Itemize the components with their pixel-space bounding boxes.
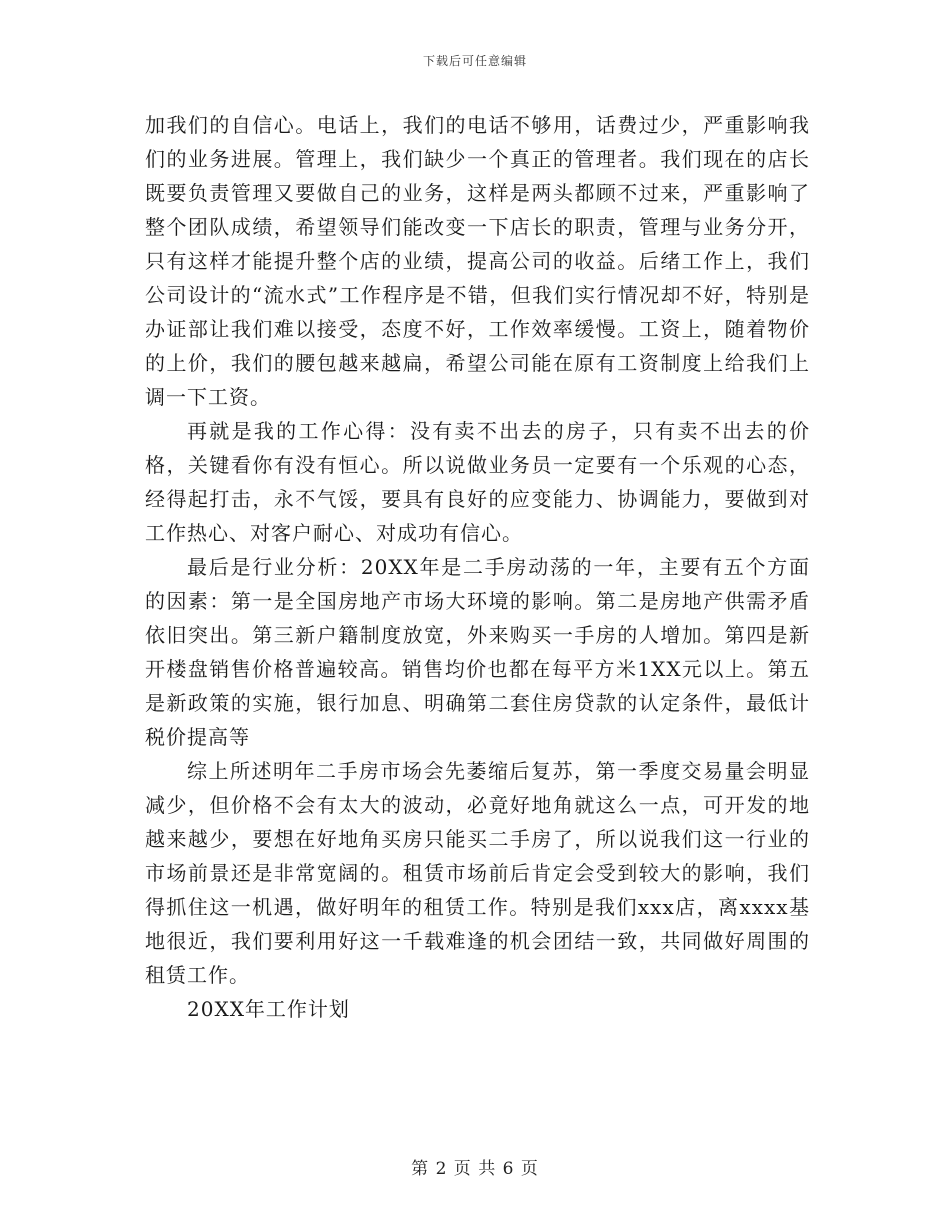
current-page-number: 2 (435, 1159, 448, 1179)
paragraph-2: 再就是我的工作心得：没有卖不出去的房子，只有卖不出去的价格，关键看你有没有恒心。所以说做业务员一定要有一个乐观的心态，经得起打击，永不气馁，要具有良好的应变能力、协调能力，要做到对工作热心、对客户耐心、对成功有信心。 (145, 419, 810, 545)
footer-suffix: 页 (520, 1159, 539, 1179)
page-footer (0, 1154, 950, 1179)
page-header: 下载后可任意编辑 (422, 54, 527, 68)
paragraph-4: 综上所述明年二手房市场会先萎缩后复苏，第一季度交易量会明显减少，但价格不会有太大的波动，必竟好地角就这么一点，可开发的地越来越少，要想在好地角买房只能买二手房了，所以说我们这一行业的市场前景还是非常宽阔的。租赁市场前后肯定会受到较大的影响，我们得抓住这一机遇，做好明年的租赁工作。特别是我们xxx店，离xxxx基地很近，我们要利用好这一千载难逢的机会团结一致，共同做好周围的租赁工作。 (145, 759, 810, 987)
section-heading: 20XX年工作计划 (187, 997, 350, 1021)
footer-prefix: 第 (411, 1159, 430, 1179)
document-body (145, 108, 810, 1026)
footer-middle: 页 共 (453, 1159, 497, 1179)
total-page-count: 6 (502, 1159, 515, 1179)
paragraph-3: 最后是行业分析：20XX年是二手房动荡的一年，主要有五个方面的因素：第一是全国房地产市场大环境的影响。第二是房地产供需矛盾依旧突出。第三新户籍制度放宽，外来购买一手房的人增加。第四是新开楼盘销售价格普遍较高。销售均价也都在每平方米1XX元以上。第五是新政策的实施，银行加息、明确第二套住房贷款的认定条件，最低计税价提高等 (145, 555, 810, 749)
paragraph-1: 加我们的自信心。电话上，我们的电话不够用，话费过少，严重影响我们的业务进展。管理上，我们缺少一个真正的管理者。我们现在的店长既要负责管理又要做自己的业务，这样是两头都顾不过来，严重影响了整个团队成绩，希望领导们能改变一下店长的职责，管理与业务分开，只有这样才能提升整个店的业绩，提高公司的收益。后绪工作上，我们公司设计的“流水式”工作程序是不错，但我们实行情况却不好，特别是办证部让我们难以接受，态度不好，工作效率缓慢。工资上，随着物价的上价，我们的腰包越来越扁，希望公司能在原有工资制度上给我们上调一下工资。 (145, 113, 810, 409)
